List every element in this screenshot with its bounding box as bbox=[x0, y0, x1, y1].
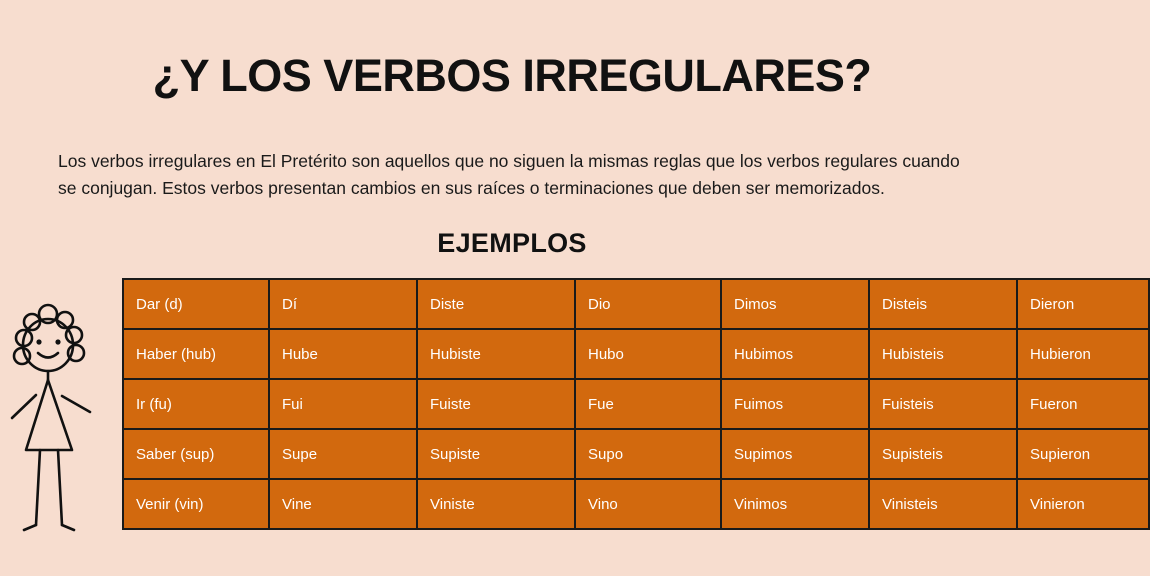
table-cell: Vinieron bbox=[1017, 479, 1149, 529]
table-row bbox=[123, 329, 1149, 379]
table-cell: Vinisteis bbox=[869, 479, 1017, 529]
table-cell: Hubieron bbox=[1017, 329, 1149, 379]
table-row bbox=[123, 429, 1149, 479]
table-row bbox=[123, 279, 1149, 329]
table-cell: Dimos bbox=[721, 279, 869, 329]
section-heading: EJEMPLOS bbox=[437, 228, 587, 258]
table-cell: Hubo bbox=[575, 329, 721, 379]
table-cell: Dio bbox=[575, 279, 721, 329]
table-cell: Viniste bbox=[417, 479, 575, 529]
table-cell: Fuimos bbox=[721, 379, 869, 429]
table-cell: Hubiste bbox=[417, 329, 575, 379]
page-title: ¿Y LOS VERBOS IRREGULARES? bbox=[152, 50, 872, 101]
verbs-table-container bbox=[122, 278, 1091, 530]
table-cell: Supiste bbox=[417, 429, 575, 479]
table-cell: Saber (sup) bbox=[123, 429, 269, 479]
table-cell: Diste bbox=[417, 279, 575, 329]
table-cell: Fue bbox=[575, 379, 721, 429]
table-row bbox=[123, 379, 1149, 429]
table-cell: Supe bbox=[269, 429, 417, 479]
table-cell: Dar (d) bbox=[123, 279, 269, 329]
table-cell: Hubimos bbox=[721, 329, 869, 379]
table-cell: Disteis bbox=[869, 279, 1017, 329]
table-cell: Supimos bbox=[721, 429, 869, 479]
table-cell: Vino bbox=[575, 479, 721, 529]
table-cell: Fuisteis bbox=[869, 379, 1017, 429]
table-cell: Dí bbox=[269, 279, 417, 329]
table-cell: Venir (vin) bbox=[123, 479, 269, 529]
table-cell: Vine bbox=[269, 479, 417, 529]
stick-figure-girl-illustration bbox=[2, 300, 122, 560]
table-cell: Supieron bbox=[1017, 429, 1149, 479]
intro-paragraph: Los verbos irregulares en El Pretérito son aquellos que no siguen la mismas reglas que los verbos regulares cuando se conjugan. Estos verbos presentan cambios en sus raíces o terminaciones que deben ser memorizados. bbox=[58, 150, 960, 198]
table-cell: Ir (fu) bbox=[123, 379, 269, 429]
table-cell: Supo bbox=[575, 429, 721, 479]
table-cell: Fui bbox=[269, 379, 417, 429]
table-cell: Fueron bbox=[1017, 379, 1149, 429]
table-cell: Hubisteis bbox=[869, 329, 1017, 379]
table-cell: Supisteis bbox=[869, 429, 1017, 479]
table-row bbox=[123, 479, 1149, 529]
table-cell: Fuiste bbox=[417, 379, 575, 429]
table-cell: Hube bbox=[269, 329, 417, 379]
table-cell: Haber (hub) bbox=[123, 329, 269, 379]
table-cell: Vinimos bbox=[721, 479, 869, 529]
table-cell: Dieron bbox=[1017, 279, 1149, 329]
verbs-table bbox=[122, 278, 1150, 530]
